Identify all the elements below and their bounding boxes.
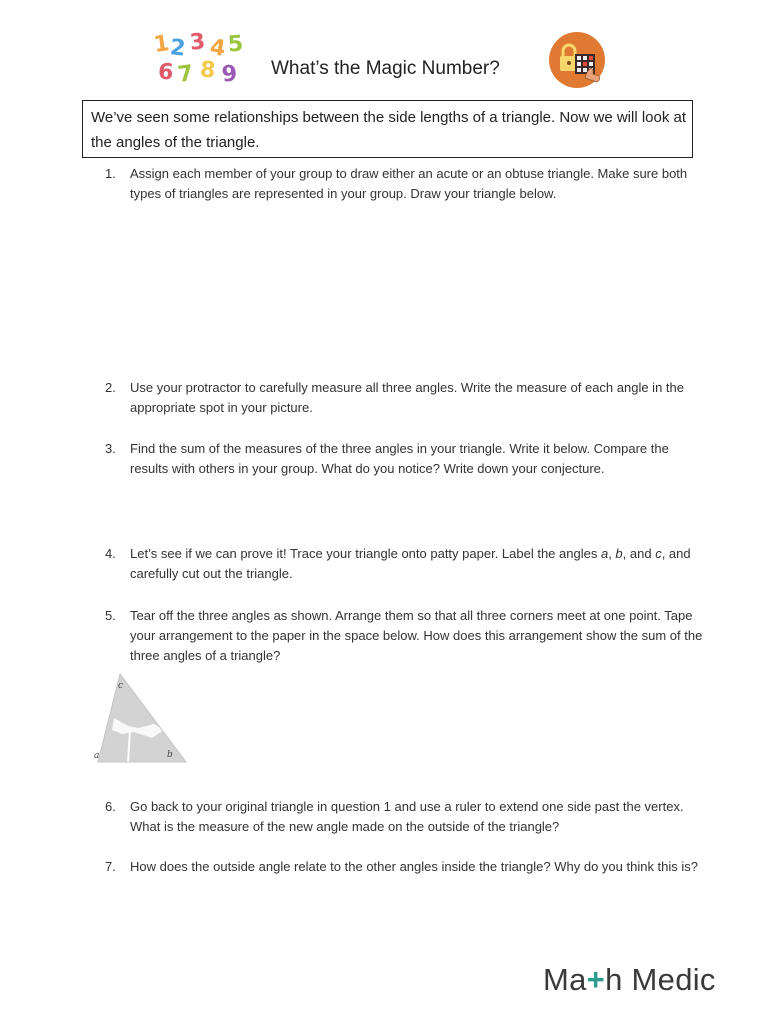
- digit-2: 2: [168, 35, 187, 62]
- item-number: 1.: [105, 166, 116, 181]
- text-part: Let’s see if we can prove it! Trace your triangle onto patty paper. Label the angles: [130, 546, 601, 561]
- item-text: Tear off the three angles as shown. Arrange them so that all three corners meet at one point. Tape your arrangement to the paper in the space below. How does this arrangement show the sum of the three angles of a triangle?: [130, 608, 703, 663]
- item-text: Find the sum of the measures of the three angles in your triangle. Write it below. Compare the results with others in your group. What do you notice? Write down your conjecture.: [130, 441, 669, 476]
- item-text: [130, 544, 705, 584]
- page-title: What’s the Magic Number?: [271, 58, 500, 79]
- digit-8: 8: [198, 57, 217, 84]
- list-item: [105, 857, 705, 877]
- list-item: [105, 797, 705, 837]
- list-item: [105, 544, 705, 584]
- colorful-numbers-icon: [150, 30, 250, 90]
- brand-logo: [543, 962, 716, 998]
- digit-6: 6: [157, 59, 175, 86]
- list-item: [105, 606, 705, 666]
- digit-5: 5: [227, 31, 245, 58]
- angle-label-a: a: [600, 546, 609, 561]
- item-number: 5.: [105, 608, 116, 623]
- text-part: ,: [608, 546, 616, 561]
- text-part: , and carefully cut out the triangle.: [130, 546, 691, 581]
- item-text: Use your protractor to carefully measure all three angles. Write the measure of each angle in the appropriate spot in your picture.: [130, 380, 684, 415]
- text-part: , and: [622, 546, 656, 561]
- label-c: c: [118, 681, 124, 691]
- item-text: Assign each member of your group to draw either an acute or an obtuse triangle. Make sure both types of triangles are represented in your group. Draw your triangle below.: [130, 166, 688, 201]
- brand-text-right: h Medic: [605, 962, 716, 997]
- brand-text-left: Ma: [543, 962, 587, 997]
- angle-label-c: c: [655, 546, 662, 561]
- digit-4: 4: [208, 35, 228, 62]
- digit-3: 3: [188, 29, 207, 56]
- list-item: [105, 378, 705, 418]
- list-item: [105, 164, 705, 204]
- digit-7: 7: [176, 61, 195, 88]
- item-text: Go back to your original triangle in question 1 and use a ruler to extend one side past the vertex. What is the measure of the new angle made on the outside of the triangle?: [130, 799, 684, 834]
- brand-plus-icon: +: [586, 962, 606, 997]
- item-number: 3.: [105, 441, 116, 456]
- lock-puzzle-icon: [549, 32, 605, 88]
- angle-label-b: b: [615, 546, 623, 561]
- label-a: a: [94, 751, 100, 761]
- digit-1: 1: [152, 31, 171, 58]
- item-number: 6.: [105, 799, 116, 814]
- item-text: How does the outside angle relate to the other angles inside the triangle? Why do you think this is?: [130, 859, 699, 874]
- item-number: 7.: [105, 859, 116, 874]
- torn-triangle-icon: [84, 668, 196, 770]
- label-b: b: [167, 750, 173, 760]
- item-number: 4.: [105, 546, 116, 561]
- intro-box: We’ve seen some relationships between the side lengths of a triangle. Now we will look at the angles of the triangle.: [82, 100, 693, 158]
- digit-9: 9: [220, 61, 239, 88]
- list-item: [105, 439, 705, 479]
- item-number: 2.: [105, 380, 116, 395]
